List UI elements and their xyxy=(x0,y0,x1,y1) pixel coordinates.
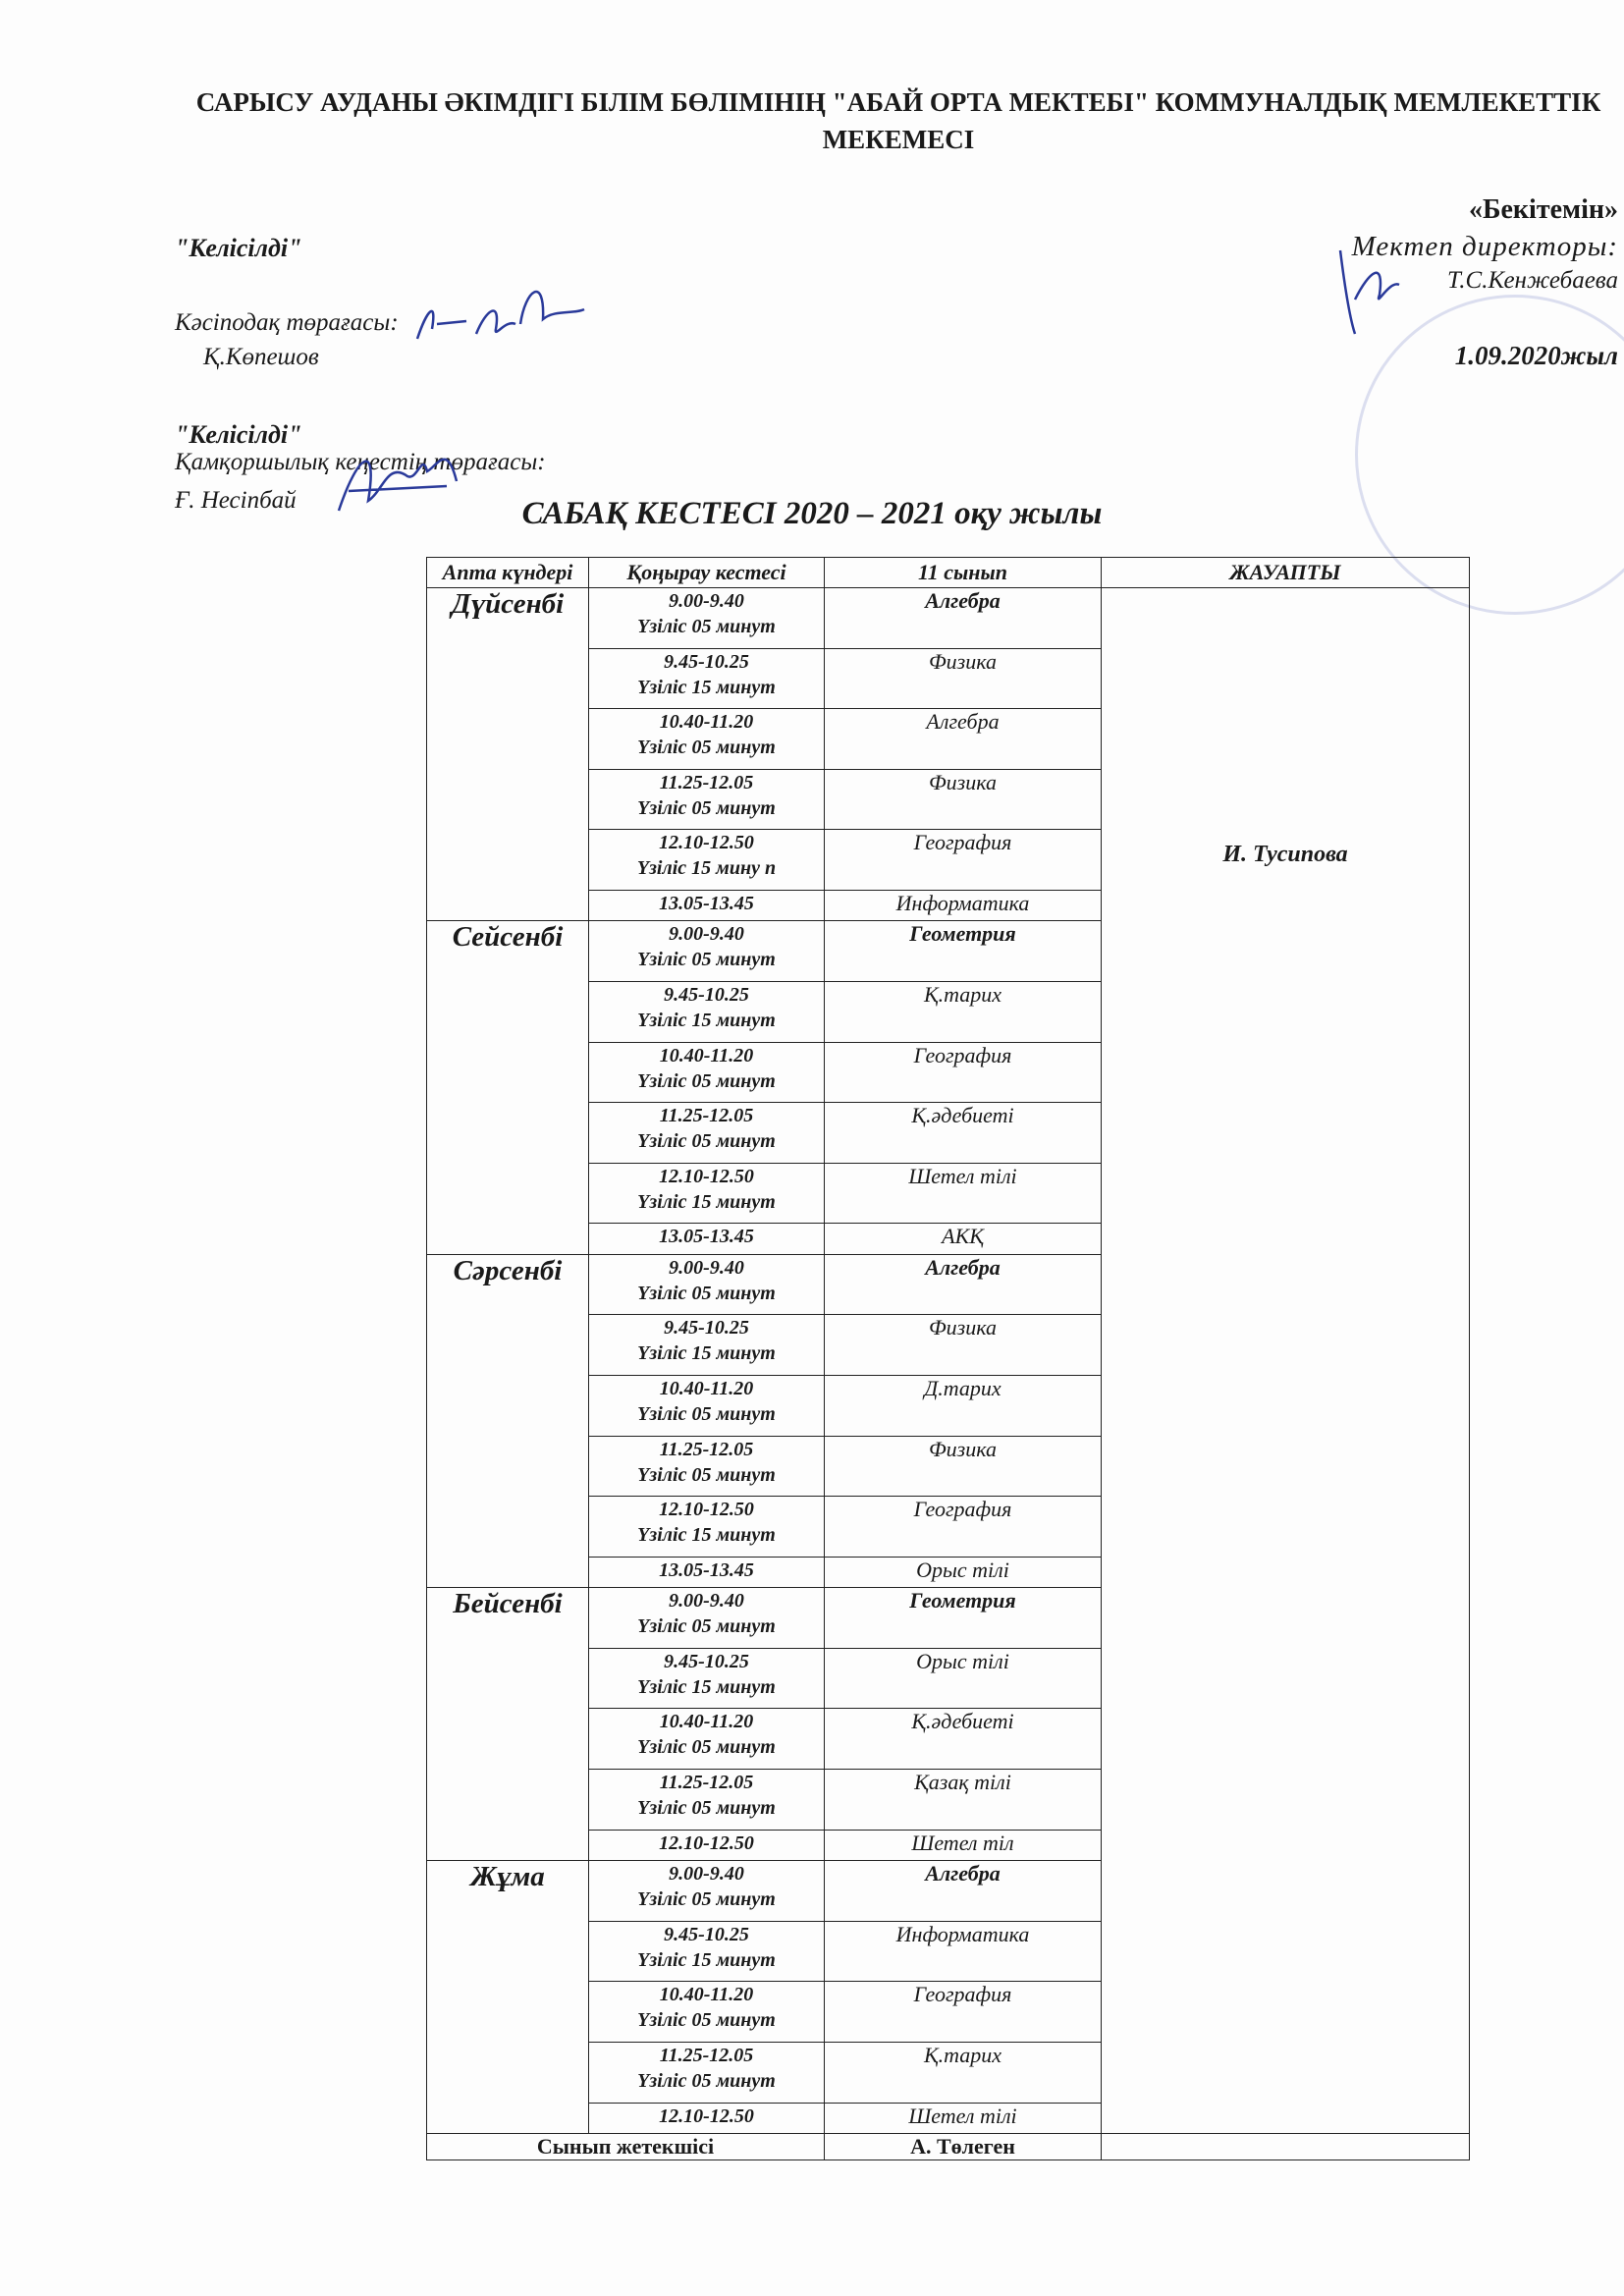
subject-cell: Қ.тарих xyxy=(825,982,1102,1043)
break-duration: Үзіліс 05 минут xyxy=(637,2069,776,2092)
time-cell xyxy=(589,1982,825,2043)
time-cell xyxy=(589,1557,825,1587)
header-class: 11 сынып xyxy=(825,558,1102,588)
subject-cell: Қ.тарих xyxy=(825,2042,1102,2103)
time-cell xyxy=(589,1224,825,1254)
break-duration: Үзіліс 15 минут xyxy=(637,1675,776,1698)
footer-value: А. Төлеген xyxy=(825,2134,1102,2160)
time-cell xyxy=(589,1921,825,1982)
table-footer-row xyxy=(427,2134,1470,2160)
time-cell xyxy=(589,2042,825,2103)
subject-cell: Физика xyxy=(825,1436,1102,1497)
time-cell xyxy=(589,1376,825,1437)
break-duration: Үзіліс 05 минут xyxy=(637,2009,776,2032)
time-cell xyxy=(589,648,825,709)
board-chair-name: Ғ. Несіпбай xyxy=(175,487,297,514)
break-duration: Үзіліс 05 минут xyxy=(637,1282,776,1304)
subject-cell: Информатика xyxy=(825,891,1102,921)
break-duration: Үзіліс 05 минут xyxy=(637,1888,776,1911)
subject-cell: Шетел тілі xyxy=(825,2103,1102,2133)
break-duration: Үзіліс 15 минут xyxy=(637,1010,776,1032)
lesson-time: 9.00-9.40 xyxy=(669,923,744,946)
time-cell xyxy=(589,2103,825,2133)
break-duration: Үзіліс 15 минут xyxy=(637,1342,776,1365)
subject-cell: АКҚ xyxy=(825,1224,1102,1254)
time-cell xyxy=(589,1163,825,1224)
lesson-time: 11.25-12.05 xyxy=(659,771,754,793)
footer-label: Сынып жетекшісі xyxy=(427,2134,825,2160)
lesson-time: 11.25-12.05 xyxy=(659,1105,754,1127)
break-duration: Үзіліс 05 минут xyxy=(637,1463,776,1486)
header-bell-schedule: Қоңырау кестесі xyxy=(589,558,825,588)
time-cell xyxy=(589,1648,825,1709)
break-duration: Үзіліс 05 минут xyxy=(637,1797,776,1820)
header-responsible: ЖАУАПТЫ xyxy=(1102,558,1470,588)
responsible-cell xyxy=(1102,588,1470,2134)
break-duration: Үзіліс 05 минут xyxy=(637,1130,776,1153)
lesson-time: 12.10-12.50 xyxy=(659,2105,754,2127)
break-duration: Үзіліс 05 минут xyxy=(637,1736,776,1759)
time-cell xyxy=(589,1770,825,1831)
approval-label-union: "Келісілді" xyxy=(175,234,302,262)
footer-empty xyxy=(1102,2134,1470,2160)
time-cell xyxy=(589,588,825,649)
time-cell xyxy=(589,1709,825,1770)
time-cell xyxy=(589,1588,825,1649)
lesson-time: 11.25-12.05 xyxy=(659,1772,754,1794)
subject-cell: Қазақ тілі xyxy=(825,1770,1102,1831)
break-duration: Үзіліс 05 минут xyxy=(637,796,776,819)
subject-cell: Д.тарих xyxy=(825,1376,1102,1437)
time-cell xyxy=(589,1497,825,1558)
break-duration: Үзіліс 05 минут xyxy=(637,1615,776,1638)
time-cell xyxy=(589,1436,825,1497)
lesson-time: 13.05-13.45 xyxy=(659,1558,754,1581)
lesson-time: 9.45-10.25 xyxy=(664,1317,749,1339)
break-duration: Үзіліс 05 минут xyxy=(637,949,776,971)
subject-cell: Қ.әдебиеті xyxy=(825,1709,1102,1770)
break-duration: Үзіліс 05 минут xyxy=(637,616,776,637)
subject-cell: Информатика xyxy=(825,1921,1102,1982)
break-duration: Үзіліс 15 минут xyxy=(637,1524,776,1547)
lesson-time: 9.00-9.40 xyxy=(669,1863,744,1886)
subject-cell: Алгебра xyxy=(825,1861,1102,1922)
approval-date: 1.09.2020жыл xyxy=(1454,341,1618,370)
subject-cell: Физика xyxy=(825,769,1102,830)
time-cell xyxy=(589,891,825,921)
break-duration: Үзіліс 15 минут xyxy=(637,676,776,698)
organization-name: САРЫСУ АУДАНЫ ӘКІМДІГІ БІЛІМ БӨЛІМІНІҢ "АБАЙ ОРТА МЕКТЕБІ" КОММУНАЛДЫҚ МЕМЛЕКЕТТІК МЕКЕМЕСІ xyxy=(195,87,1601,154)
subject-cell: География xyxy=(825,830,1102,891)
board-chair-role: Қамқоршылық кеңестің төрағасы: xyxy=(175,449,546,475)
time-cell xyxy=(589,1315,825,1376)
subject-cell: Орыс тілі xyxy=(825,1557,1102,1587)
lesson-time: 10.40-11.20 xyxy=(659,711,754,734)
lesson-time: 9.00-9.40 xyxy=(669,590,744,612)
schedule-title: САБАҚ КЕСТЕСІ 2020 – 2021 оқу жылы xyxy=(521,496,1103,531)
lesson-time: 13.05-13.45 xyxy=(659,1226,754,1248)
lesson-time: 10.40-11.20 xyxy=(659,1711,754,1733)
table-row xyxy=(427,588,1470,649)
subject-cell: Алгебра xyxy=(825,1254,1102,1315)
lesson-time: 9.45-10.25 xyxy=(664,650,749,673)
schedule-table xyxy=(426,557,1470,2160)
director-role: Мектеп директоры: xyxy=(1351,231,1618,262)
subject-cell: Геометрия xyxy=(825,921,1102,982)
lesson-time: 9.00-9.40 xyxy=(669,1590,744,1613)
lesson-time: 10.40-11.20 xyxy=(659,1044,754,1066)
approval-label-board: "Келісілді" xyxy=(175,420,302,449)
subject-cell: География xyxy=(825,1497,1102,1558)
lesson-time: 10.40-11.20 xyxy=(659,1378,754,1400)
subject-cell: Қ.әдебиеті xyxy=(825,1103,1102,1164)
lesson-time: 12.10-12.50 xyxy=(659,1499,754,1521)
lesson-time: 12.10-12.50 xyxy=(659,1831,754,1854)
weekday-cell: Дүйсенбі xyxy=(427,588,589,921)
director-signature xyxy=(1326,241,1414,339)
break-duration: Үзіліс 15 мину п xyxy=(636,857,777,880)
union-chair-role: Кәсіподақ төрағасы: xyxy=(175,309,399,336)
weekday-cell: Сәрсенбі xyxy=(427,1254,589,1587)
break-duration: Үзіліс 15 минут xyxy=(637,1948,776,1971)
union-chair-signature xyxy=(407,270,594,358)
responsible-name: И. Тусипова xyxy=(1222,842,1348,867)
lesson-time: 9.45-10.25 xyxy=(664,984,749,1007)
weekday-cell: Жұма xyxy=(427,1861,589,2134)
time-cell xyxy=(589,709,825,770)
weekday-cell: Сейсенбі xyxy=(427,921,589,1254)
approval-label-director: «Бекітемін» xyxy=(1468,194,1618,225)
lesson-time: 12.10-12.50 xyxy=(659,1165,754,1187)
lesson-time: 13.05-13.45 xyxy=(659,893,754,915)
weekday-cell: Бейсенбі xyxy=(427,1588,589,1861)
subject-cell: Алгебра xyxy=(825,709,1102,770)
lesson-time: 9.00-9.40 xyxy=(669,1256,744,1279)
break-duration: Үзіліс 15 минут xyxy=(637,1190,776,1213)
break-duration: Үзіліс 05 минут xyxy=(637,737,776,759)
subject-cell: География xyxy=(825,1982,1102,2043)
lesson-time: 11.25-12.05 xyxy=(659,1438,754,1460)
subject-cell: Шетел тіл xyxy=(825,1830,1102,1860)
lesson-time: 9.45-10.25 xyxy=(664,1923,749,1945)
union-chair-name: Қ.Көпешов xyxy=(203,344,319,370)
break-duration: Үзіліс 05 минут xyxy=(637,1069,776,1092)
time-cell xyxy=(589,982,825,1043)
time-cell xyxy=(589,1830,825,1860)
director-name: Т.С.Кенжебаева xyxy=(1446,267,1618,294)
break-duration: Үзіліс 05 минут xyxy=(637,1403,776,1426)
table-header-row xyxy=(427,558,1470,588)
subject-cell: Орыс тілі xyxy=(825,1648,1102,1709)
time-cell xyxy=(589,1042,825,1103)
subject-cell: Шетел тілі xyxy=(825,1163,1102,1224)
time-cell xyxy=(589,921,825,982)
time-cell xyxy=(589,769,825,830)
subject-cell: Алгебра xyxy=(825,588,1102,649)
lesson-time: 9.45-10.25 xyxy=(664,1650,749,1672)
subject-cell: География xyxy=(825,1042,1102,1103)
time-cell xyxy=(589,1103,825,1164)
header-weekdays: Апта күндері xyxy=(427,558,589,588)
time-cell xyxy=(589,830,825,891)
lesson-time: 12.10-12.50 xyxy=(659,832,754,854)
time-cell xyxy=(589,1861,825,1922)
time-cell xyxy=(589,1254,825,1315)
lesson-time: 10.40-11.20 xyxy=(659,1984,754,2006)
lesson-time: 11.25-12.05 xyxy=(659,2044,754,2066)
subject-cell: Геометрия xyxy=(825,1588,1102,1649)
subject-cell: Физика xyxy=(825,648,1102,709)
subject-cell: Физика xyxy=(825,1315,1102,1376)
